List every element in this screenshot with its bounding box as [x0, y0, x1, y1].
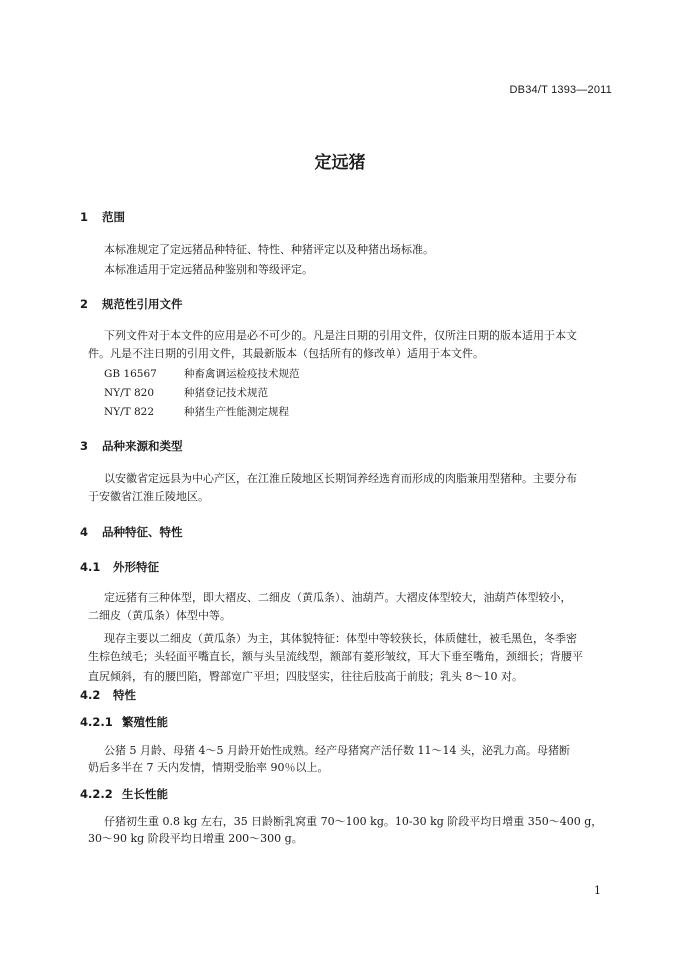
- page-number: 1: [594, 884, 601, 897]
- section-title: 品种来源和类型: [102, 439, 183, 453]
- paragraph-continuation: 奶后多半在 7 天内发情，情期受胎率 90％以上。: [88, 761, 329, 774]
- document-code: DB34/T 1393—2011: [509, 84, 612, 96]
- paragraph-continuation: 于安徽省江淮丘陵地区。: [88, 490, 209, 503]
- reference-item: [104, 385, 268, 400]
- paragraph-continuation: 件。凡是不注日期的引用文件，其最新版本（包括所有的修改单）适用于本文件。: [88, 347, 484, 360]
- reference-title: 种猪登记技术规范: [184, 387, 268, 399]
- section-title: 规范性引用文件: [102, 297, 183, 311]
- section-2-heading: [80, 296, 183, 312]
- section-4-2-heading: [80, 687, 136, 703]
- paragraph: 下列文件对于本文件的应用是必不可少的。凡是注日期的引用文件，仅所注日期的版本适用于本文: [104, 329, 577, 342]
- section-number: 2: [80, 297, 89, 311]
- section-title: 范围: [102, 210, 125, 224]
- section-number: 4.2.2: [80, 787, 113, 801]
- section-1-heading: [80, 209, 125, 225]
- section-4-heading: [80, 524, 183, 540]
- section-number: 3: [80, 439, 89, 453]
- paragraph-continuation: 直尻倾斜，有的腰凹陷，臀部宽广平坦；四肢坚实，往往后肢高于前肢；乳头 8～10 对。: [88, 670, 523, 683]
- section-title: 生长性能: [122, 787, 168, 801]
- reference-title: 种猪生产性能测定规程: [184, 406, 289, 418]
- section-3-heading: [80, 438, 183, 454]
- paragraph-continuation: 二细皮（黄瓜条）体型中等。: [88, 609, 231, 622]
- reference-code: NY/T 820: [104, 387, 155, 399]
- section-number: 1: [80, 210, 89, 224]
- paragraph-continuation: 生棕色绒毛；头轻面平嘴直长，额与头呈流线型，额部有菱形皱纹，耳大下垂至嘴角，颈细长；背腰平: [88, 650, 583, 663]
- section-number: 4.2: [80, 688, 101, 702]
- section-title: 品种特征、特性: [102, 525, 183, 539]
- paragraph: 本标准规定了定远猪品种特征、特性、种猪评定以及种猪出场标准。: [104, 243, 434, 256]
- paragraph-continuation: 30～90 kg 阶段平均日增重 200～300 g。: [88, 832, 303, 845]
- section-4-2-2-heading: [80, 786, 168, 802]
- paragraph: 公猪 5 月龄、母猪 4～5 月龄开始性成熟。经产母猪窝产活仔数 11～14 头，泌乳力高。母猪断: [104, 744, 570, 757]
- section-title: 繁殖性能: [122, 715, 168, 729]
- section-title: 外形特征: [113, 560, 159, 574]
- section-number: 4: [80, 525, 89, 539]
- section-number: 4.2.1: [80, 715, 113, 729]
- reference-code: GB 16567: [104, 368, 157, 380]
- paragraph: 仔猪初生重 0.8 kg 左右，35 日龄断乳窝重 70～100 kg。10-30 kg 阶段平均日增重 350～400 g，: [104, 815, 603, 828]
- section-4-1-heading: [80, 559, 159, 575]
- paragraph: 本标准适用于定远猪品种鉴别和等级评定。: [104, 263, 313, 276]
- paragraph: 以安徽省定远县为中心产区，在江淮丘陵地区长期饲养经选育而形成的肉脂兼用型猪种。主要分布: [104, 472, 577, 485]
- reference-code: NY/T 822: [104, 406, 155, 418]
- document-title: 定远猪: [314, 153, 366, 173]
- section-number: 4.1: [80, 560, 101, 574]
- section-title: 特性: [113, 688, 136, 702]
- reference-item: [104, 366, 300, 381]
- reference-title: 种畜禽调运检疫技术规范: [184, 368, 300, 380]
- paragraph: 现存主要以二细皮（黄瓜条）为主，其体貌特征：体型中等较狭长，体质健壮，被毛黑色，冬季密: [104, 632, 577, 645]
- reference-item: [104, 404, 289, 419]
- section-4-2-1-heading: [80, 714, 168, 730]
- paragraph: 定远猪有三种体型，即大褶皮、二细皮（黄瓜条）、油葫芦。大褶皮体型较大，油葫芦体型较小，: [104, 591, 572, 604]
